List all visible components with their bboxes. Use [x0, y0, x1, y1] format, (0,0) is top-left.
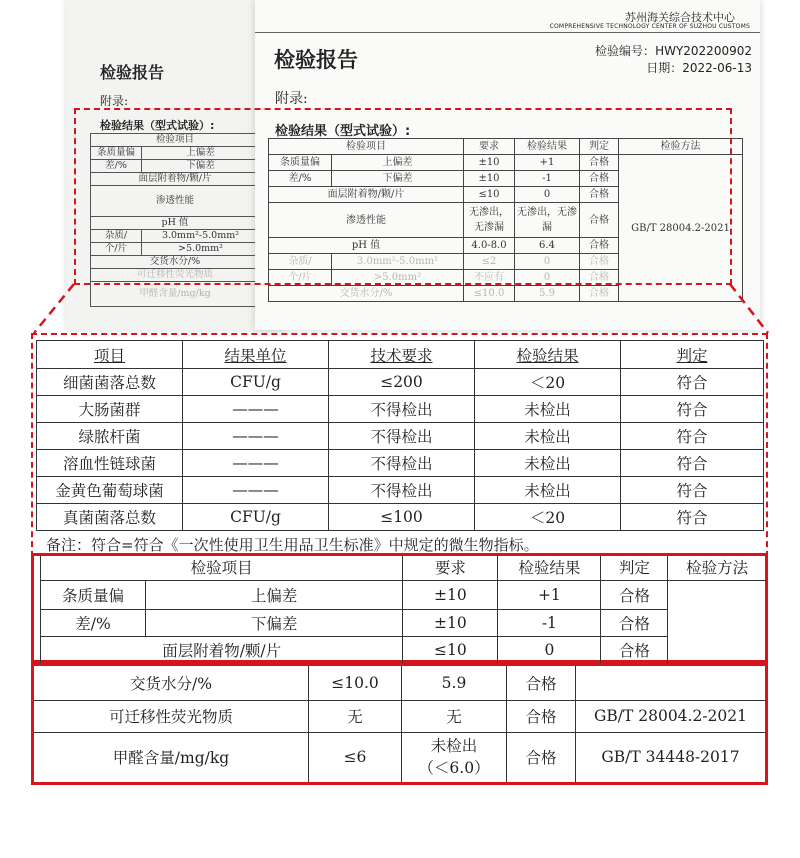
table-row — [37, 450, 764, 477]
table-header-cell: 结果单位 — [183, 341, 329, 369]
bottom-table — [34, 666, 765, 782]
table-cell: 可迁移性荧光物质 — [34, 700, 309, 732]
table-cell: ≤200 — [329, 369, 475, 396]
table-cell: 合格 — [580, 254, 619, 270]
table-cell: 符合 — [621, 369, 764, 396]
micro-table — [36, 340, 764, 531]
table-cell: GB/T 28004.2-2021 — [576, 700, 766, 732]
table-cell: ≤10 — [403, 636, 498, 663]
table-cell: 合格 — [601, 580, 668, 609]
table-cell: 无渗出，无渗漏 — [464, 203, 515, 238]
back-doc-title: 检验报告 — [100, 63, 165, 82]
table-cell: 上偏差 — [146, 580, 403, 609]
front-doc-appendix: 附录: — [275, 91, 308, 107]
table-cell — [576, 666, 766, 700]
table-cell: 合格 — [580, 187, 619, 203]
table-cell: 细菌菌落总数 — [37, 369, 183, 396]
table-cell: ±10 — [403, 609, 498, 636]
table-cell: ——— — [183, 423, 329, 450]
table-cell: 无渗出，无渗漏 — [515, 203, 580, 238]
table-cell: 符合 — [621, 450, 764, 477]
table-cell: 0 — [498, 636, 601, 663]
micro-table-note: 备注：符合=符合《一次性使用卫生用品卫生标准》中规定的微生物指标。 — [46, 536, 539, 554]
report-date-label: 日期： — [646, 61, 683, 75]
table-cell: GB/T 34448-2017 — [576, 732, 766, 782]
table-cell: 交货水分/% — [269, 286, 464, 302]
table-cell: 下偏差 — [142, 160, 260, 173]
table-cell: 未检出 — [475, 423, 621, 450]
table-row — [41, 636, 767, 663]
table-cell: 杂质/ — [91, 230, 142, 243]
table-cell: 5.9 — [402, 666, 507, 700]
table-cell: 差/% — [91, 160, 142, 173]
table-row — [34, 732, 765, 782]
callout-lines — [0, 0, 800, 340]
table-cell: 金黄色葡萄球菌 — [37, 477, 183, 504]
report-number-value: HWY202200902 — [655, 44, 752, 58]
table-cell: 大肠菌群 — [37, 396, 183, 423]
method-cell-empty — [668, 580, 766, 663]
table-cell: ——— — [183, 396, 329, 423]
table-cell: 条质量偏 — [91, 147, 142, 160]
table-cell: 0 — [515, 254, 580, 270]
table-header-cell: 判定 — [580, 139, 619, 155]
table-cell: 条质量偏 — [269, 155, 332, 171]
result-line: （＜6.0） — [418, 759, 490, 778]
table-header-cell: 要求 — [464, 139, 515, 155]
table-cell: 6.4 — [515, 238, 580, 254]
table-cell: 不得检出 — [329, 423, 475, 450]
table-row — [37, 396, 764, 423]
table-cell: 合格 — [507, 732, 576, 782]
table-cell: 无 — [402, 700, 507, 732]
method-cell: GB/T 28004.2-2021 — [619, 155, 743, 302]
table-cell: 5.9 — [515, 286, 580, 302]
table-cell: 面层附着物/颗/片 — [91, 173, 260, 186]
report-date-value: 2022-06-13 — [682, 61, 752, 75]
table-header-cell: 检验方法 — [668, 555, 766, 580]
org-name-en: COMPREHENSIVE TECHNOLOGY CENTER OF SUZHOU CUSTOMS — [549, 23, 750, 30]
table-cell: 下偏差 — [332, 171, 464, 187]
table-cell: -1 — [515, 171, 580, 187]
table-cell: ——— — [183, 477, 329, 504]
table-cell: 面层附着物/颗/片 — [41, 636, 403, 663]
callout-line-right — [730, 284, 768, 333]
table-cell: 不得检出 — [329, 396, 475, 423]
table-header-cell: 技术要求 — [329, 341, 475, 369]
table-header-cell: 检验结果 — [515, 139, 580, 155]
table-cell: +1 — [515, 155, 580, 171]
table-cell: ≤6 — [309, 732, 402, 782]
table-row — [34, 666, 765, 700]
table-header-cell: 要求 — [403, 555, 498, 580]
table-cell: ≤2 — [464, 254, 515, 270]
table-cell: ±10 — [403, 580, 498, 609]
table-cell: 下偏差 — [146, 609, 403, 636]
table-cell: 合格 — [580, 155, 619, 171]
table-cell: 甲醛含量/mg/kg — [34, 732, 309, 782]
table-cell: 真菌菌落总数 — [37, 504, 183, 531]
table-cell: ≤10.0 — [464, 286, 515, 302]
table-cell: 甲醛含量/mg/kg — [91, 282, 260, 307]
table-cell: 渗透性能 — [91, 186, 260, 217]
table-cell: 合格 — [580, 203, 619, 238]
table-cell: pH 值 — [91, 217, 260, 230]
back-doc-appendix: 附录: — [100, 94, 129, 108]
table-cell: 合格 — [601, 609, 668, 636]
table-cell — [402, 732, 507, 782]
table-cell: 渗透性能 — [269, 203, 464, 238]
result-line: 未检出 — [430, 737, 478, 756]
table-header-cell: 检验项目 — [269, 139, 464, 155]
table-cell: 个/片 — [269, 270, 332, 286]
table-cell: ≤100 — [329, 504, 475, 531]
table-header-cell: 判定 — [621, 341, 764, 369]
table-cell: 差/% — [269, 171, 332, 187]
table-cell: 未检出 — [475, 396, 621, 423]
table-header-cell: 项目 — [37, 341, 183, 369]
table-cell: 符合 — [621, 423, 764, 450]
front-doc-results-title: 检验结果（型式试验）: — [275, 124, 411, 139]
table-cell: ±10 — [464, 155, 515, 171]
table-cell: 杂质/ — [269, 254, 332, 270]
table-cell: ≤10 — [464, 187, 515, 203]
table-row — [41, 580, 767, 609]
table-row — [37, 477, 764, 504]
table-cell: ≤10.0 — [309, 666, 402, 700]
table-cell: 0 — [515, 270, 580, 286]
table-cell: 上偏差 — [332, 155, 464, 171]
table-cell: 合格 — [580, 171, 619, 187]
table-cell: 0 — [515, 187, 580, 203]
table-cell: 3.0mm²-5.0mm² — [142, 230, 260, 243]
table-cell: 3.0mm²-5.0mm² — [332, 254, 464, 270]
table-header-cell: 检验项目 — [41, 555, 403, 580]
callout-line-left — [34, 284, 74, 333]
table-cell: 符合 — [621, 396, 764, 423]
front-doc-title: 检验报告 — [274, 48, 358, 72]
table-cell: 4.0-8.0 — [464, 238, 515, 254]
table-cell: 绿脓杆菌 — [37, 423, 183, 450]
table-cell: 面层附着物/颗/片 — [269, 187, 464, 203]
table-header-cell: 判定 — [601, 555, 668, 580]
table-cell: 合格 — [580, 270, 619, 286]
table-cell: 合格 — [601, 636, 668, 663]
table-cell: ——— — [183, 450, 329, 477]
table-row — [37, 369, 764, 396]
table-cell: 上偏差 — [142, 147, 260, 160]
table-cell: 符合 — [621, 504, 764, 531]
table-cell: ±10 — [464, 171, 515, 187]
table-cell: 符合 — [621, 477, 764, 504]
table-cell: 未检出 — [475, 477, 621, 504]
table-cell: 差/% — [41, 609, 146, 636]
table-cell: 溶血性链球菌 — [37, 450, 183, 477]
table-cell: ＜20 — [475, 504, 621, 531]
table-cell: 不得检出 — [329, 477, 475, 504]
table-header-cell: 检验结果 — [475, 341, 621, 369]
table-cell: 合格 — [580, 238, 619, 254]
table-cell: 不应有 — [464, 270, 515, 286]
table-cell: 条质量偏 — [41, 580, 146, 609]
table-cell: 合格 — [507, 700, 576, 732]
org-name-cn: 苏州海关综合技术中心 — [625, 11, 735, 24]
table-cell: >5.0mm² — [142, 243, 260, 256]
back-doc-results-title: 检验结果（型式试验）: — [100, 119, 215, 132]
table-cell: 未检出 — [475, 450, 621, 477]
report-number-label: 检验编号： — [595, 44, 656, 58]
table-cell: CFU/g — [183, 369, 329, 396]
table-cell: ＜20 — [475, 369, 621, 396]
table-cell: 个/片 — [91, 243, 142, 256]
table-row — [37, 423, 764, 450]
table-cell: 检验项目 — [91, 134, 260, 147]
table-cell: -1 — [498, 609, 601, 636]
table-cell: 交货水分/% — [91, 256, 260, 269]
table-header-cell: 检验方法 — [619, 139, 743, 155]
table-cell: CFU/g — [183, 504, 329, 531]
table-row — [34, 700, 765, 732]
table-cell: 合格 — [580, 286, 619, 302]
table-cell: >5.0mm² — [332, 270, 464, 286]
table-row — [37, 504, 764, 531]
table-cell: 合格 — [507, 666, 576, 700]
table-row — [41, 609, 767, 636]
table-cell: 交货水分/% — [34, 666, 309, 700]
table-cell: pH 值 — [269, 238, 464, 254]
type-table — [40, 555, 766, 663]
table-cell: 可迁移性荧光物质 — [91, 269, 260, 282]
table-header-cell: 检验结果 — [498, 555, 601, 580]
table-cell: 无 — [309, 700, 402, 732]
table-cell: 不得检出 — [329, 450, 475, 477]
table-cell: +1 — [498, 580, 601, 609]
